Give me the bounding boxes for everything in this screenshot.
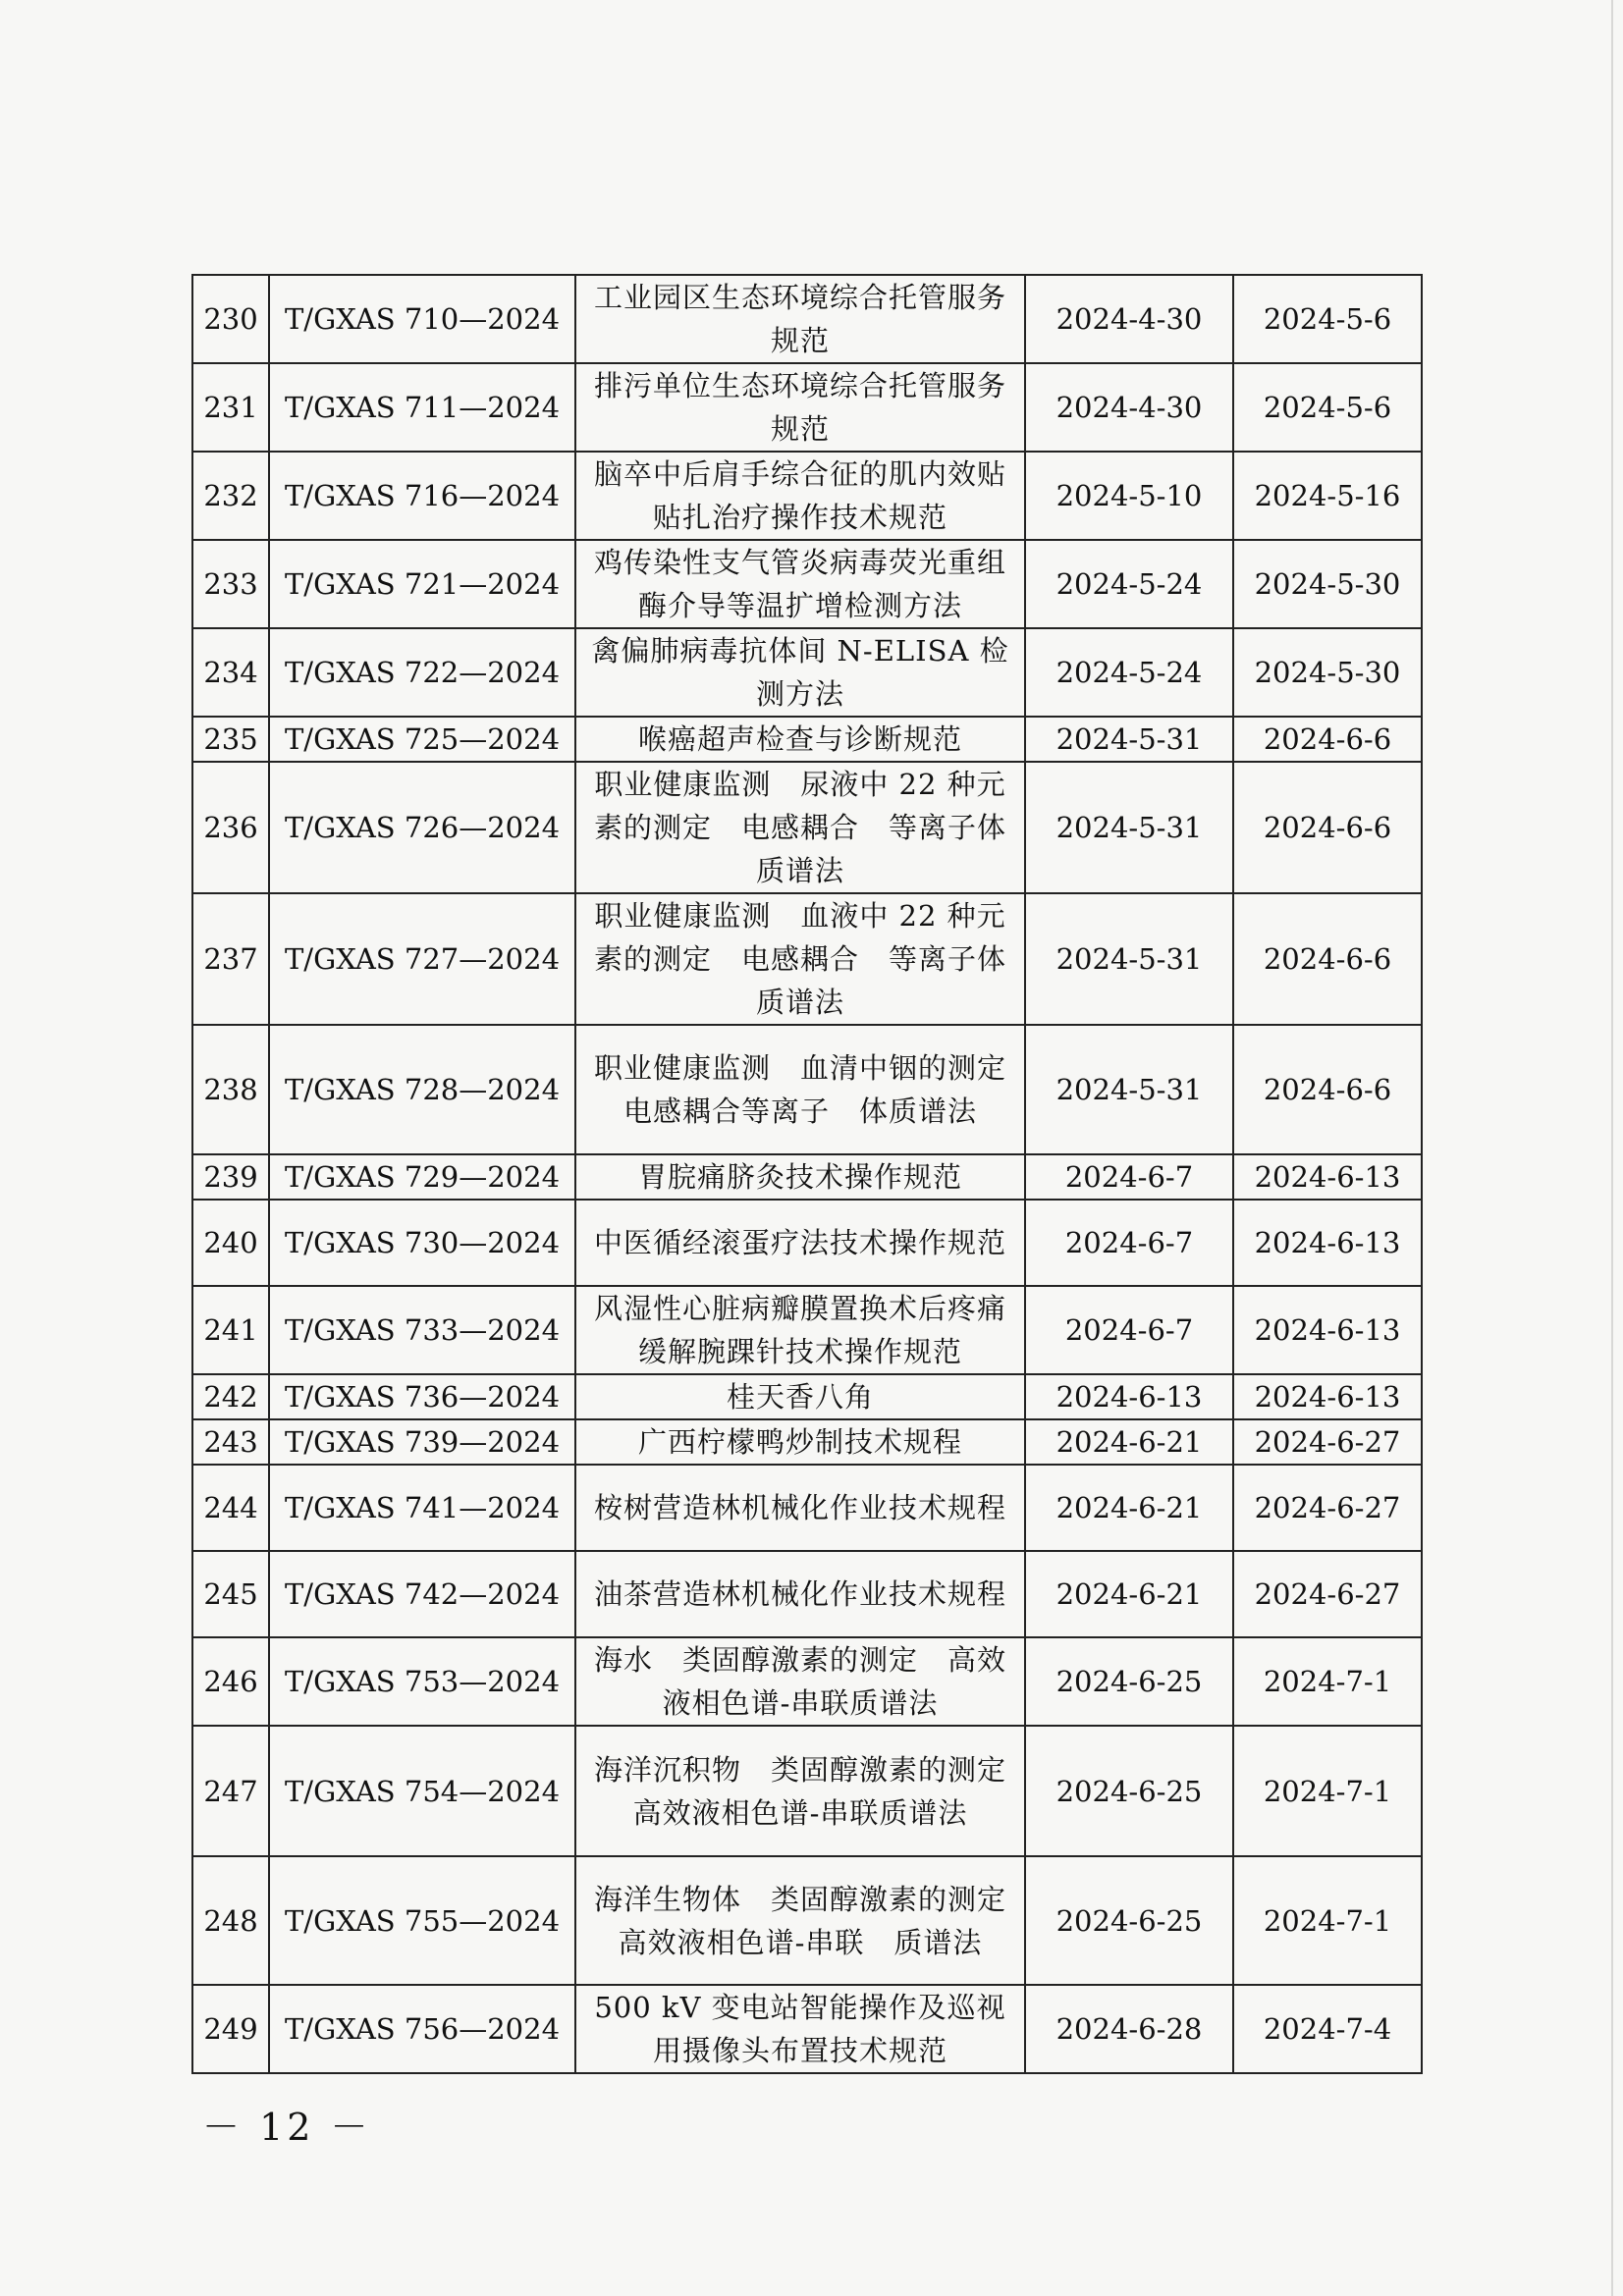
- publish-date: 2024-5-24: [1025, 628, 1233, 717]
- implement-date: 2024-7-1: [1233, 1726, 1422, 1856]
- standard-code: T/GXAS 755—2024: [269, 1856, 575, 1985]
- row-number: 240: [192, 1200, 269, 1286]
- row-number: 248: [192, 1856, 269, 1985]
- standard-code: T/GXAS 722—2024: [269, 628, 575, 717]
- standard-code: T/GXAS 726—2024: [269, 762, 575, 893]
- standard-name: 广西柠檬鸭炒制技术规程: [575, 1419, 1025, 1465]
- standard-code: T/GXAS 730—2024: [269, 1200, 575, 1286]
- standard-name: 500 kV 变电站智能操作及巡视用摄像头布置技术规范: [575, 1985, 1025, 2073]
- table-row: [192, 1154, 1422, 1200]
- row-number: 241: [192, 1286, 269, 1374]
- implement-date: 2024-5-6: [1233, 275, 1422, 363]
- table-row: [192, 717, 1422, 762]
- publish-date: 2024-4-30: [1025, 275, 1233, 363]
- publish-date: 2024-6-21: [1025, 1551, 1233, 1637]
- table-row: [192, 540, 1422, 628]
- standard-code: T/GXAS 753—2024: [269, 1637, 575, 1726]
- row-number: 232: [192, 452, 269, 540]
- row-number: 239: [192, 1154, 269, 1200]
- table-row: [192, 275, 1422, 363]
- standard-name: 海水 类固醇激素的测定 高效液相色谱-串联质谱法: [575, 1637, 1025, 1726]
- publish-date: 2024-6-7: [1025, 1286, 1233, 1374]
- publish-date: 2024-5-31: [1025, 717, 1233, 762]
- row-number: 238: [192, 1025, 269, 1154]
- row-number: 245: [192, 1551, 269, 1637]
- row-number: 244: [192, 1465, 269, 1551]
- standards-table: [191, 274, 1423, 2074]
- publish-date: 2024-5-31: [1025, 893, 1233, 1025]
- standard-name: 油茶营造林机械化作业技术规程: [575, 1551, 1025, 1637]
- table-row: [192, 452, 1422, 540]
- standard-name: 排污单位生态环境综合托管服务规范: [575, 363, 1025, 452]
- table-row: [192, 893, 1422, 1025]
- standard-name: 工业园区生态环境综合托管服务规范: [575, 275, 1025, 363]
- table-row: [192, 1985, 1422, 2073]
- publish-date: 2024-6-7: [1025, 1154, 1233, 1200]
- publish-date: 2024-5-24: [1025, 540, 1233, 628]
- standard-name: 禽偏肺病毒抗体间 N-ELISA 检测方法: [575, 628, 1025, 717]
- standard-code: T/GXAS 725—2024: [269, 717, 575, 762]
- row-number: 242: [192, 1374, 269, 1419]
- standard-name: 鸡传染性支气管炎病毒荧光重组酶介导等温扩增检测方法: [575, 540, 1025, 628]
- implement-date: 2024-5-30: [1233, 540, 1422, 628]
- standard-name: 桂天香八角: [575, 1374, 1025, 1419]
- implement-date: 2024-5-30: [1233, 628, 1422, 717]
- publish-date: 2024-5-31: [1025, 1025, 1233, 1154]
- table-row: [192, 1419, 1422, 1465]
- table-row: [192, 363, 1422, 452]
- standard-code: T/GXAS 729—2024: [269, 1154, 575, 1200]
- page-edge: [1611, 0, 1613, 2296]
- table-row: [192, 1856, 1422, 1985]
- table-row: [192, 1726, 1422, 1856]
- row-number: 230: [192, 275, 269, 363]
- standard-code: T/GXAS 727—2024: [269, 893, 575, 1025]
- standard-name: 海洋沉积物 类固醇激素的测定 高效液相色谱-串联质谱法: [575, 1726, 1025, 1856]
- publish-date: 2024-6-13: [1025, 1374, 1233, 1419]
- standard-code: T/GXAS 754—2024: [269, 1726, 575, 1856]
- standard-code: T/GXAS 711—2024: [269, 363, 575, 452]
- standard-code: T/GXAS 728—2024: [269, 1025, 575, 1154]
- implement-date: 2024-6-13: [1233, 1200, 1422, 1286]
- table-row: [192, 1025, 1422, 1154]
- row-number: 247: [192, 1726, 269, 1856]
- table-row: [192, 628, 1422, 717]
- implement-date: 2024-6-13: [1233, 1286, 1422, 1374]
- row-number: 236: [192, 762, 269, 893]
- row-number: 231: [192, 363, 269, 452]
- row-number: 246: [192, 1637, 269, 1726]
- publish-date: 2024-6-25: [1025, 1856, 1233, 1985]
- standard-name: 职业健康监测 血清中铟的测定 电感耦合等离子 体质谱法: [575, 1025, 1025, 1154]
- table-row: [192, 1200, 1422, 1286]
- standard-code: T/GXAS 733—2024: [269, 1286, 575, 1374]
- publish-date: 2024-6-21: [1025, 1419, 1233, 1465]
- standard-name: 海洋生物体 类固醇激素的测定 高效液相色谱-串联 质谱法: [575, 1856, 1025, 1985]
- publish-date: 2024-5-10: [1025, 452, 1233, 540]
- implement-date: 2024-7-4: [1233, 1985, 1422, 2073]
- row-number: 234: [192, 628, 269, 717]
- implement-date: 2024-6-27: [1233, 1419, 1422, 1465]
- standard-name: 胃脘痛脐灸技术操作规范: [575, 1154, 1025, 1200]
- row-number: 235: [192, 717, 269, 762]
- standard-code: T/GXAS 721—2024: [269, 540, 575, 628]
- publish-date: 2024-6-7: [1025, 1200, 1233, 1286]
- row-number: 249: [192, 1985, 269, 2073]
- row-number: 243: [192, 1419, 269, 1465]
- table-row: [192, 762, 1422, 893]
- standard-name: 中医循经滚蛋疗法技术操作规范: [575, 1200, 1025, 1286]
- table-row: [192, 1637, 1422, 1726]
- implement-date: 2024-6-13: [1233, 1154, 1422, 1200]
- standard-code: T/GXAS 741—2024: [269, 1465, 575, 1551]
- standard-name: 风湿性心脏病瓣膜置换术后疼痛缓解腕踝针技术操作规范: [575, 1286, 1025, 1374]
- implement-date: 2024-6-27: [1233, 1465, 1422, 1551]
- standard-code: T/GXAS 739—2024: [269, 1419, 575, 1465]
- implement-date: 2024-5-16: [1233, 452, 1422, 540]
- page-number: － 12 －: [202, 2106, 372, 2149]
- implement-date: 2024-7-1: [1233, 1856, 1422, 1985]
- table-row: [192, 1286, 1422, 1374]
- publish-date: 2024-6-21: [1025, 1465, 1233, 1551]
- standard-name: 喉癌超声检查与诊断规范: [575, 717, 1025, 762]
- standard-name: 职业健康监测 血液中 22 种元素的测定 电感耦合 等离子体质谱法: [575, 893, 1025, 1025]
- row-number: 237: [192, 893, 269, 1025]
- publish-date: 2024-6-25: [1025, 1637, 1233, 1726]
- implement-date: 2024-6-27: [1233, 1551, 1422, 1637]
- publish-date: 2024-5-31: [1025, 762, 1233, 893]
- implement-date: 2024-6-6: [1233, 1025, 1422, 1154]
- table-row: [192, 1374, 1422, 1419]
- standard-code: T/GXAS 742—2024: [269, 1551, 575, 1637]
- standard-code: T/GXAS 736—2024: [269, 1374, 575, 1419]
- publish-date: 2024-4-30: [1025, 363, 1233, 452]
- table-row: [192, 1465, 1422, 1551]
- implement-date: 2024-6-6: [1233, 717, 1422, 762]
- implement-date: 2024-6-6: [1233, 893, 1422, 1025]
- standard-code: T/GXAS 756—2024: [269, 1985, 575, 2073]
- publish-date: 2024-6-25: [1025, 1726, 1233, 1856]
- standard-code: T/GXAS 716—2024: [269, 452, 575, 540]
- standard-name: 职业健康监测 尿液中 22 种元素的测定 电感耦合 等离子体质谱法: [575, 762, 1025, 893]
- implement-date: 2024-6-6: [1233, 762, 1422, 893]
- implement-date: 2024-5-6: [1233, 363, 1422, 452]
- publish-date: 2024-6-28: [1025, 1985, 1233, 2073]
- implement-date: 2024-6-13: [1233, 1374, 1422, 1419]
- table-row: [192, 1551, 1422, 1637]
- row-number: 233: [192, 540, 269, 628]
- standard-name: 桉树营造林机械化作业技术规程: [575, 1465, 1025, 1551]
- standard-name: 脑卒中后肩手综合征的肌内效贴贴扎治疗操作技术规范: [575, 452, 1025, 540]
- standard-code: T/GXAS 710—2024: [269, 275, 575, 363]
- implement-date: 2024-7-1: [1233, 1637, 1422, 1726]
